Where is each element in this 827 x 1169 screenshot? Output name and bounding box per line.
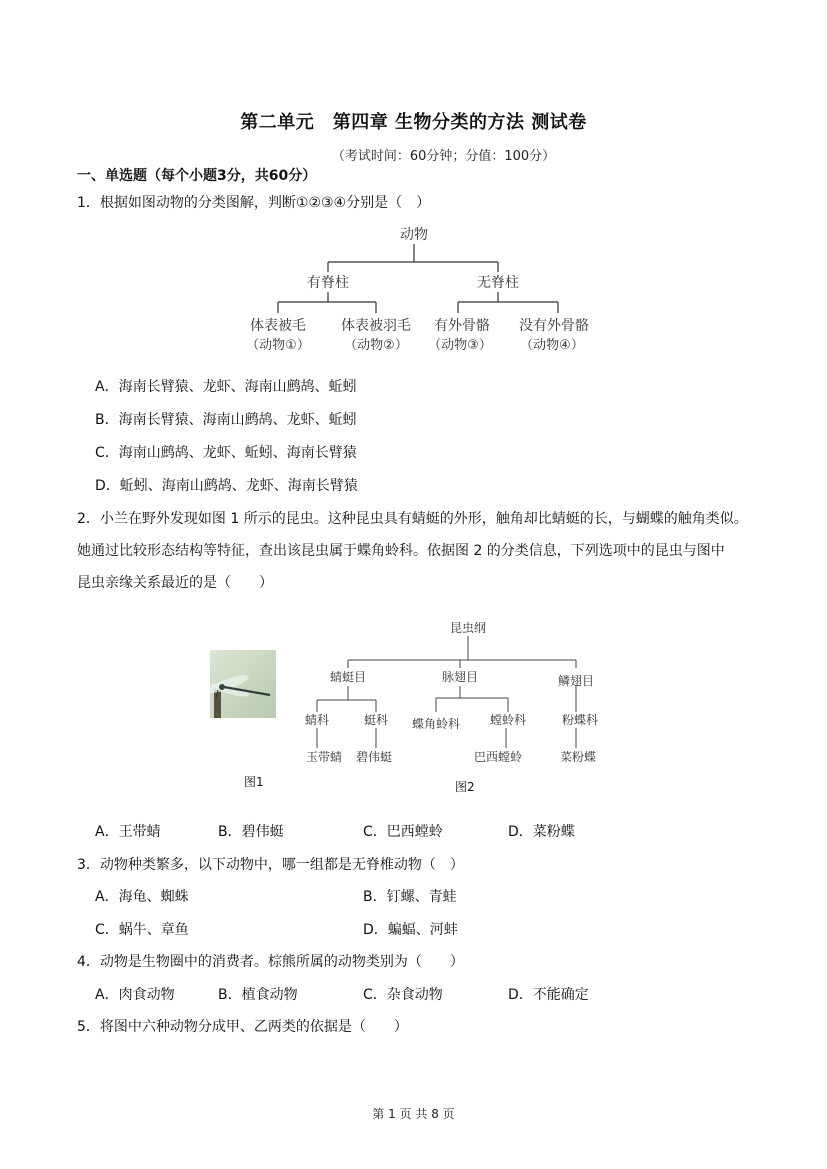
question-2-stem-line-2: 她通过比较形态结构等特征，查出该昆虫属于蝶角蛉科。依据图 2 的分类信息，下列选项中的昆虫与图中: [77, 543, 725, 559]
q2-option-b[interactable]: B．碧伟蜓: [218, 824, 284, 840]
tree-family-5: 粉蝶科: [561, 713, 599, 727]
tree-species-3: 巴西螳蛉: [473, 750, 523, 764]
diagram-vertebrate-label: 有脊柱: [307, 275, 349, 291]
tree-species-2: 碧伟蜓: [355, 750, 393, 764]
dragonfly-photo: [210, 650, 276, 718]
q4-option-b[interactable]: B．植食动物: [218, 987, 298, 1003]
figure-1-caption: 图1: [244, 775, 264, 789]
animal-classification-diagram: [220, 222, 610, 362]
q1-option-a[interactable]: A．海南长臂猿、龙虾、海南山鹧鸪、蚯蚓: [95, 379, 357, 395]
diagram-leaf-2-sub: （动物②）: [344, 338, 408, 353]
tree-species-1: 玉带蜻: [305, 750, 343, 764]
section-heading: 一、单选题（每个小题3分，共60分）: [77, 168, 317, 184]
question-2-stem-line-3: 昆虫亲缘关系最近的是（ ）: [77, 575, 273, 591]
tree-order-1: 蜻蜓目: [329, 670, 367, 684]
page-title: 第二单元 第四章 生物分类的方法 测试卷: [240, 112, 587, 133]
q4-option-d[interactable]: D．不能确定: [508, 987, 589, 1003]
diagram-leaf-2-label: 体表被羽毛: [341, 318, 411, 334]
q4-option-c[interactable]: C．杂食动物: [363, 987, 443, 1003]
diagram-leaf-1-label: 体表被毛: [250, 318, 306, 334]
diagram-invertebrate-label: 无脊柱: [477, 275, 519, 291]
diagram-root-label: 动物: [400, 227, 428, 243]
q1-option-c[interactable]: C．海南山鹧鸪、龙虾、蚯蚓、海南长臂猿: [95, 445, 357, 461]
tree-family-2: 蜓科: [363, 713, 389, 727]
q2-option-c[interactable]: C．巴西螳蛉: [363, 824, 443, 840]
tree-family-4: 螳蛉科: [489, 713, 527, 727]
tree-species-4: 菜粉蝶: [559, 750, 597, 764]
q2-option-d[interactable]: D．菜粉蝶: [508, 824, 575, 840]
q1-option-b[interactable]: B．海南长臂猿、海南山鹧鸪、龙虾、蚯蚓: [95, 412, 357, 428]
insect-classification-diagram: [300, 618, 610, 768]
tree-order-3: 鳞翅目: [557, 674, 595, 688]
question-3-stem: 3．动物种类繁多，以下动物中，哪一组都是无脊椎动物（ ）: [77, 857, 464, 873]
page-footer: 第 1 页 共 8 页: [372, 1107, 455, 1121]
tree-root-label: 昆虫纲: [449, 621, 487, 635]
question-4-stem: 4．动物是生物圈中的消费者。棕熊所属的动物类别为（ ）: [77, 954, 464, 970]
tree-order-2: 脉翅目: [441, 670, 479, 684]
diagram-leaf-1-sub: （动物①）: [246, 338, 310, 353]
q3-option-d[interactable]: D．蝙蝠、河蚌: [363, 922, 458, 938]
q1-option-d[interactable]: D．蚯蚓、海南山鹧鸪、龙虾、海南长臂猿: [95, 478, 358, 494]
q3-option-c[interactable]: C．蜗牛、章鱼: [95, 922, 189, 938]
tree-family-1: 蜻科: [304, 713, 330, 727]
figure-2-caption: 图2: [455, 780, 475, 794]
q3-option-b[interactable]: B．钉螺、青蛙: [363, 889, 457, 905]
question-2-stem-line-1: 2．小兰在野外发现如图 1 所示的昆虫。这种昆虫具有蜻蜓的外形，触角却比蜻蜓的长，与蝴蝶的触角类似。: [77, 511, 748, 527]
diagram-leaf-3-sub: （动物③）: [428, 338, 492, 353]
tree-family-3: 蝶角蛉科: [411, 717, 461, 731]
question-5-stem: 5．将图中六种动物分成甲、乙两类的依据是（ ）: [77, 1019, 408, 1035]
diagram-leaf-3-label: 有外骨骼: [434, 318, 490, 334]
q2-option-a[interactable]: A．王带蜻: [95, 824, 161, 840]
diagram-leaf-4-label: 没有外骨骼: [519, 318, 589, 334]
diagram-leaf-4-sub: （动物④）: [520, 338, 584, 353]
q4-option-a[interactable]: A．肉食动物: [95, 987, 175, 1003]
q3-option-a[interactable]: A．海龟、蜘蛛: [95, 889, 189, 905]
question-1-stem: 1．根据如图动物的分类图解，判断①②③④分别是（ ）: [77, 195, 431, 211]
exam-info: （考试时间：60分钟；分值：100分）: [331, 149, 556, 164]
